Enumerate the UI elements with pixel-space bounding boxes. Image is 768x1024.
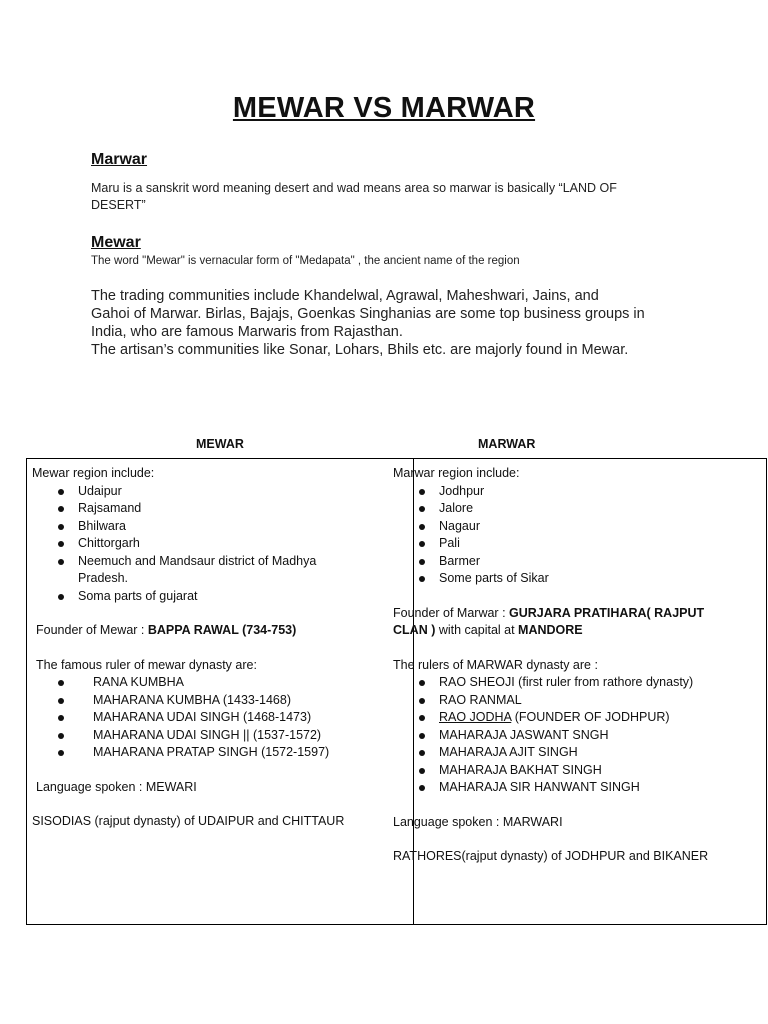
list-item: RANA KUMBHA (32, 674, 404, 692)
ruler-name-link[interactable]: RAO JODHA (439, 710, 512, 724)
mewar-rulers-intro: The famous ruler of mewar dynasty are: (36, 657, 257, 672)
list-item-text: Neemuch and Mandsaur district of Madhya (78, 553, 317, 568)
founder-capital: MANDORE (518, 623, 583, 637)
communities-line: The trading communities include Khandelwal, Agrawal, Maheshwari, Jains, and (91, 288, 599, 304)
list-item: MAHARAJA BAKHAT SINGH (393, 762, 765, 780)
mewar-rulers-list (32, 674, 404, 762)
marwar-description-line: Maru is a sanskrit word meaning desert and wad means area so marwar is basically “LAND OF (91, 181, 617, 195)
list-item (32, 553, 404, 588)
mewar-column-header: MEWAR (196, 437, 244, 451)
list-item: MAHARANA PRATAP SINGH (1572-1597) (32, 744, 404, 762)
marwar-cell (393, 465, 765, 866)
comparison-table (26, 458, 767, 925)
mewar-cell (32, 465, 404, 831)
founder-label: Founder of Mewar : (36, 623, 148, 637)
marwar-language: Language spoken : MARWARI (393, 814, 563, 829)
list-item: Rajsamand (32, 500, 404, 518)
list-item: MAHARAJA JASWANT SNGH (393, 727, 765, 745)
marwar-description-line: DESERT” (91, 198, 146, 212)
list-item: RAO RANMAL (393, 692, 765, 710)
list-item: MAHARAJA AJIT SINGH (393, 744, 765, 762)
marwar-rulers-list (393, 674, 765, 797)
list-item: Some parts of Sikar (393, 570, 765, 588)
list-item: RAO SHEOJI (first ruler from rathore dynasty) (393, 674, 765, 692)
communities-line: Gahoi of Marwar. Birlas, Bajajs, Goenkas Singhanias are some top business groups in (91, 306, 645, 322)
list-item: MAHARANA UDAI SINGH (1468-1473) (32, 709, 404, 727)
founder-capital-label: with capital at (435, 623, 519, 637)
list-item: Nagaur (393, 518, 765, 536)
list-item: MAHARAJA SIR HANWANT SINGH (393, 779, 765, 797)
mewar-region-intro: Mewar region include: (32, 466, 155, 480)
page-title: MEWAR VS MARWAR (232, 92, 536, 124)
marwar-dynasty: RATHORES(rajput dynasty) of JODHPUR and BIKANER (393, 849, 709, 863)
mewar-description: The word "Mewar" is vernacular form of "Medapata" , the ancient name of the region (91, 255, 520, 267)
marwar-heading: Marwar (91, 151, 148, 168)
communities-paragraph (91, 287, 691, 359)
list-item: Udaipur (32, 483, 404, 501)
list-item: Bhilwara (32, 518, 404, 536)
list-item-text: Pradesh. (78, 571, 129, 585)
list-item: Jalore (393, 500, 765, 518)
mewar-region-list (32, 483, 404, 606)
list-item: MAHARANA UDAI SINGH || (1537-1572) (32, 727, 404, 745)
list-item (393, 709, 765, 727)
list-item: Jodhpur (393, 483, 765, 501)
list-item: MAHARANA KUMBHA (1433-1468) (32, 692, 404, 710)
founder-name-cont: CLAN ) (393, 623, 436, 637)
communities-line: The artisan’s communities like Sonar, Lohars, Bhils etc. are majorly found in Mewar. (91, 342, 629, 358)
mewar-founder (32, 622, 404, 640)
list-item: Soma parts of gujarat (32, 588, 404, 606)
list-item: Pali (393, 535, 765, 553)
marwar-founder (393, 605, 765, 623)
mewar-dynasty: SISODIAS (rajput dynasty) of UDAIPUR and CHITTAUR (32, 814, 345, 828)
communities-line: India, who are famous Marwaris from Rajasthan. (91, 324, 403, 340)
list-item: Barmer (393, 553, 765, 571)
list-item: Chittorgarh (32, 535, 404, 553)
marwar-region-list (393, 483, 765, 588)
marwar-description (91, 180, 617, 214)
marwar-founder-cont (393, 622, 765, 640)
marwar-column-header: MARWAR (478, 437, 536, 451)
ruler-note: (FOUNDER OF JODHPUR) (511, 710, 670, 724)
founder-name: BAPPA RAWAL (734-753) (147, 623, 297, 637)
founder-name: GURJARA PRATIHARA( RAJPUT (509, 605, 705, 620)
marwar-rulers-intro: The rulers of MARWAR dynasty are : (393, 657, 598, 672)
marwar-region-intro: Marwar region include: (393, 466, 520, 480)
mewar-language: Language spoken : MEWARI (36, 779, 197, 794)
founder-label: Founder of Marwar : (393, 605, 510, 620)
mewar-heading: Mewar (91, 234, 141, 251)
